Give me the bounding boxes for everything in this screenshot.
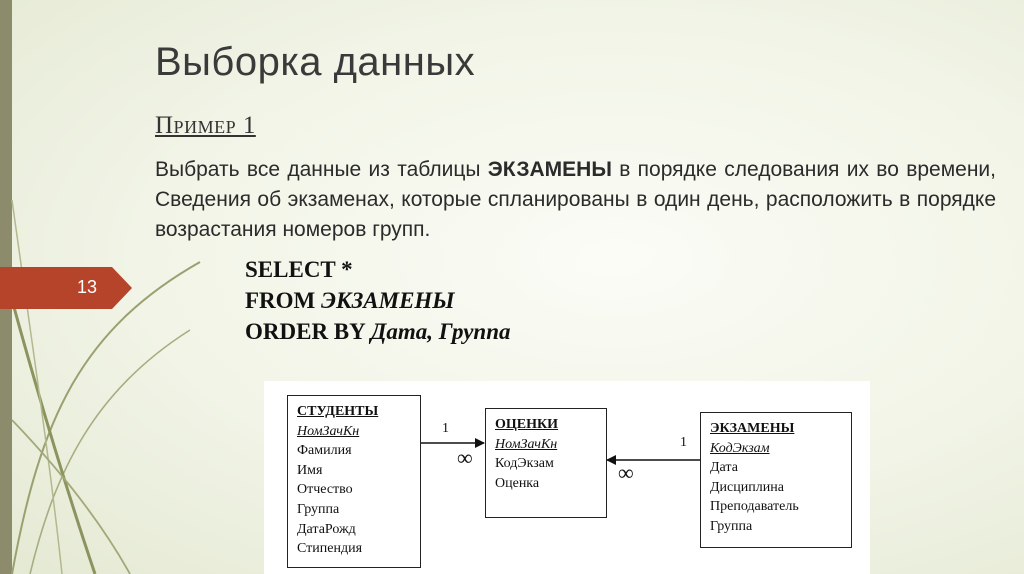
sql-line-from — [245, 285, 511, 316]
exams-field: Дисциплина — [710, 479, 784, 495]
grades-field: Оценка — [495, 475, 540, 491]
students-field: Имя — [297, 462, 323, 478]
rel-right-many-label: ∞ — [618, 460, 634, 485]
sql-order-fields: Дата, Группа — [370, 319, 511, 344]
page-number: 13 — [76, 277, 98, 297]
rel-left-many-label: ∞ — [457, 445, 473, 470]
task-description — [155, 155, 996, 245]
exams-field: Преподаватель — [710, 499, 799, 515]
sql-query — [245, 254, 511, 347]
exams-title: ЭКЗАМЕНЫ — [710, 421, 795, 436]
students-key: НомЗачКн — [297, 423, 360, 439]
rel-left-one-label: 1 — [442, 421, 449, 436]
exams-key: КодЭкзам — [710, 440, 770, 456]
grades-field: КодЭкзам — [495, 456, 554, 472]
students-field: ДатаРожд — [297, 521, 356, 537]
exams-entity — [700, 412, 852, 548]
rel-right-one-label: 1 — [680, 435, 687, 450]
students-field: Стипендия — [297, 541, 363, 557]
task-text-table: ЭКЗАМЕНЫ — [487, 158, 612, 181]
sql-order-keyword: ORDER BY — [245, 319, 371, 344]
grades-title: ОЦЕНКИ — [495, 417, 559, 432]
slide-title: Выборка данных — [155, 40, 476, 84]
slide-subtitle: Пример 1 — [155, 112, 256, 139]
task-text-end: в порядке следования их во времени, Сведения об экзаменах, которые спланированы в один день, расположить в порядке возрастания номеров групп. — [155, 158, 996, 241]
sql-from-table: ЭКЗАМЕНЫ — [321, 288, 455, 313]
students-entity — [287, 395, 421, 568]
sql-from-keyword: FROM — [245, 288, 322, 313]
sql-line-order — [245, 316, 511, 347]
er-diagram — [264, 381, 870, 574]
students-field: Группа — [297, 501, 340, 517]
students-field: Фамилия — [297, 443, 352, 459]
students-title: СТУДЕНТЫ — [297, 404, 379, 419]
students-field: Отчество — [297, 482, 353, 498]
grades-entity — [485, 408, 607, 518]
sql-line-select: SELECT * — [245, 257, 353, 282]
exams-field: Группа — [710, 518, 753, 534]
exams-field: Дата — [710, 460, 738, 476]
grades-key: НомЗачКн — [495, 436, 558, 452]
task-text-start: Выбрать все данные из таблицы — [155, 158, 488, 181]
